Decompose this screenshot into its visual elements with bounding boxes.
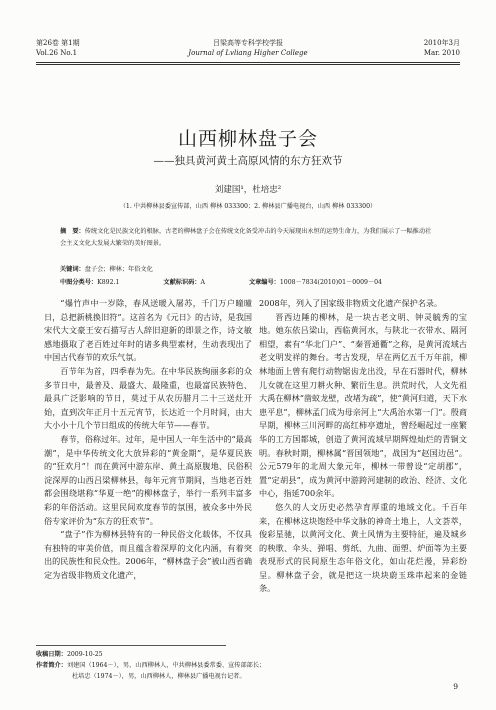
- body-paragraph: 晋西边陲的柳林，是一块古老文明、钟灵毓秀的宝地。她东依吕梁山，西临黄河水，与陕北一衣带水、隔河相望，素有“华北门户”、“秦晋通衢”之称，是黄河流域古老文明发祥的舞台。考古发现，早在两亿五千万年前，柳林地面上曾有爬行动物锯齿龙出没，早在石器时代，柳林儿女就在这里刀耕火种、繁衍生息。洪荒时代，人文先祖大禹在柳林“凿蚁龙壁，改堵为疏”，使“黄河归道，天下水患平息”，柳林孟门成为母亲河上“大禹治水第一门”。殷商早期，柳林三川河畔的高红柿亭遗址，曾经崛起过一座繁华的工方国都城，创造了黄河流域早期辉煌灿烂的青铜文明。春秋时期，柳林属“晋国领地”，战国为“赵国边邑”。公元579年的北周大象元年，柳林一带曾设“定胡郡”，置“定胡县”，成为黄河中游跨河建制的政治、经济、文化中心，指延700余年。: [259, 311, 467, 499]
- author-bio-second: [36, 671, 266, 682]
- received-date: [36, 649, 266, 660]
- body-paragraph: 2008年，列入了国家级非物质文化遗产保护名录。: [259, 298, 443, 308]
- body-paragraph: “盘子”作为柳林县特有的一种民俗文化载体，不仅具有独特的审美价值，而且蕴含着深厚的文化内涵，有着突出的民族性和民众性。2006年，“柳林盘子会”被山西省确定为省级非物质文化遗产，: [44, 529, 252, 580]
- body-column-right: [259, 297, 467, 596]
- doc-code-value: A: [200, 279, 205, 286]
- page-number: 9: [453, 682, 458, 691]
- footnote-rule: [36, 645, 226, 646]
- abstract-label: 摘 要：: [60, 228, 85, 235]
- author-bio: [36, 660, 266, 671]
- keywords-text: 盘子会；柳林；年俗文化: [84, 266, 153, 273]
- keywords-row: [60, 263, 436, 276]
- author-line: 刘建国¹，杜培忠²: [214, 185, 282, 195]
- clc-value: K892.1: [97, 279, 120, 286]
- article-title: 山西柳林盘子会: [177, 128, 318, 150]
- issue-date-cn: 2010年3月: [423, 39, 460, 47]
- volume-issue-en: Vol.26 No.1: [36, 49, 78, 57]
- body-paragraph: “爆竹声中一岁除，春风送暖入屠苏，千门万户曈曈日，总把新桃换旧符”。这首名为《元日》的古诗，是我国宋代大文豪王安石描写古人辞旧迎新的即景之作，诗文敏感地摄取了老百姓过年时的诸多典型素材，生动表现出了中国古代春节的欢乐气氛。: [44, 298, 252, 363]
- body-paragraph: 春节，俗称过年。过年，是中国人一年生活中的“最高潮”，是中华传统文化大放异彩的“黄金期”，是华夏民族的“狂欢月”！而在黄河中游东岸、黄土高原腹地、民俗积淀深厚的山西吕梁柳林县，每年元宵节期间，当地老百姓都会围绕堪称“华夏一绝”的柳林盘子，举行一系列丰富多彩的年俗活动。这里民间欢度春节的氛围，被众多中外民俗专家评价为“东方的狂欢节”。: [44, 433, 252, 526]
- article-meta: [60, 263, 436, 289]
- article-subtitle: ——独具黄河黄土高原风情的东方狂欢节: [153, 155, 343, 167]
- journal-name-en: Journal of Lvliang Higher College: [188, 49, 308, 57]
- header-rule: [36, 62, 460, 63]
- article-no-label: 文章编号：: [248, 279, 280, 286]
- body-paragraph: 百节年为首，四季春为先。在中华民族绚丽多彩的众多节日中，最普及、最盛大、最隆重，也最富民族特色、最具广泛影响的节日，莫过于从农历腊月二十三送灶开始，直到次年正月十五元宵节，长达近一个月时间，由大大小小十几个节日组成的传统大年节——春节。: [44, 365, 252, 431]
- issue-date-en: Mar. 2010: [423, 49, 460, 57]
- author-bio-label: 作者简介：: [36, 662, 67, 669]
- header-rule-secondary: [36, 64, 460, 65]
- body-paragraph: 悠久的人文历史必然孕育厚重的地域文化。千百年来，在柳林这块饱经中华文脉的神奇土地上，人文荟萃，俊彩星驰，以黄河文化、黄土风情为主要特征，遍及城乡的秧歌、伞头、弹唱、剪纸、九曲、面塑、炉面等为主要表现形式的民间原生态年俗文化，如山花烂漫，异彩纷呈。柳林盘子会，就是把这一块块蔚玉珠串起来的金链条。: [259, 501, 467, 594]
- issue-date: [424, 38, 460, 58]
- keywords-label: 关键词：: [60, 266, 85, 273]
- affiliation-line: （1. 中共柳林县委宣传部，山西 柳林 033300；2. 柳林县广播电视台，山西 柳林 033300）: [119, 203, 377, 210]
- journal-name: [36, 38, 460, 58]
- classification-row: [60, 276, 436, 289]
- article-no-value: 1008－7834(2010)01－0009－04: [279, 279, 382, 286]
- received-label: 收稿日期：: [36, 651, 67, 658]
- journal-name-cn: 吕梁高等专科学校学报: [213, 39, 283, 47]
- clc-label: 中图分类号：: [60, 279, 98, 286]
- received-value: 2009-10-25: [66, 651, 103, 658]
- abstract-text: 传统文化是民族文化的根脉，古老的柳林盘子会在传统文化备受冲击的今天展现出永恒的运势生命力，为我们展示了一幅推动社会主义文化大发展大繁荣的美好图景。: [60, 228, 432, 247]
- body-column-left: [44, 297, 252, 582]
- volume-issue-cn: 第26卷 第1期: [36, 39, 80, 47]
- abstract: [60, 226, 436, 250]
- footnote: [36, 649, 266, 682]
- author-bio-1: 刘建国（1964－），男，山西柳林人，中共柳林县委常委、宣传部部长；: [66, 662, 266, 669]
- running-header: [36, 38, 460, 60]
- author-bio-2: 杜培忠（1974－），男，山西柳林人，柳林县广播电视台记者。: [72, 673, 246, 680]
- doc-code-label: 文献标识码：: [163, 279, 201, 286]
